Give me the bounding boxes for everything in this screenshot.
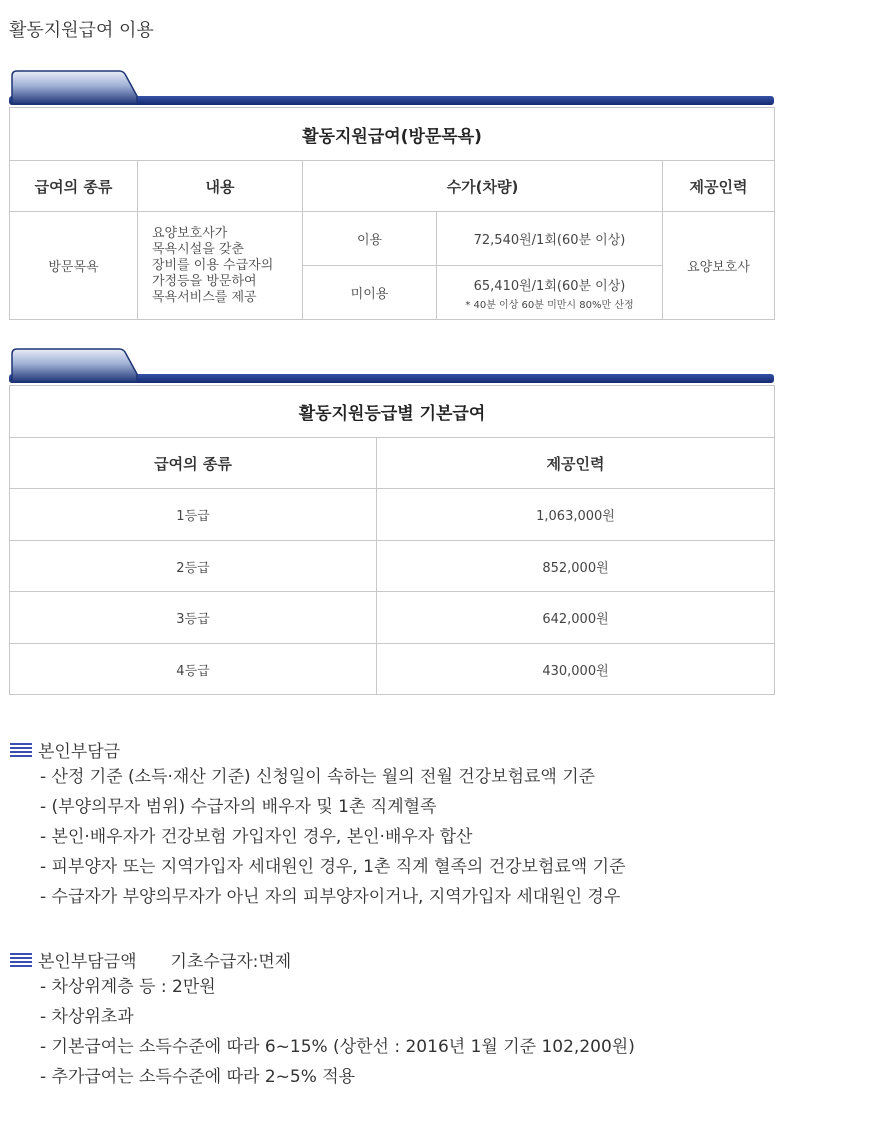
- content-line: 장비를 이용 수급자의: [152, 257, 274, 273]
- column-header: 수가(차량): [303, 161, 663, 212]
- content-line: 목욕시설을 갖춘: [152, 241, 245, 257]
- list-item: - 기본급여는 소득수준에 따라 6~15% (상한선 : 2016년 1월 기준 102,200원): [40, 1037, 635, 1057]
- list-item: - 피부양자 또는 지역가입자 세대원인 경우, 1촌 직계 혈족의 건강보험료액 기준: [40, 857, 626, 877]
- column-header: 제공인력: [377, 438, 775, 489]
- list-item: - (부양의무자 범위) 수급자의 배우자 및 1촌 직계혈족: [40, 797, 437, 817]
- provider-cell: 요양보호사: [663, 212, 775, 320]
- table-caption: 활동지원급여(방문목욕): [10, 108, 775, 161]
- table-row: [10, 644, 775, 695]
- column-header: 내용: [138, 161, 303, 212]
- table-row: [10, 592, 775, 644]
- page-title: 활동지원급여 이용: [9, 20, 154, 41]
- table-row: [10, 541, 775, 592]
- amount-cell: 852,000원: [377, 541, 775, 592]
- section-header-bar: [9, 348, 774, 384]
- amount-cell: 642,000원: [377, 592, 775, 644]
- list-bullet-icon: [10, 952, 32, 966]
- list-item: - 수급자가 부양의무자가 아닌 자의 피부양자이거나, 지역가입자 세대원인 경우: [40, 887, 621, 907]
- amount-cell: 430,000원: [377, 644, 775, 695]
- column-header: 급여의 종류: [10, 438, 377, 489]
- grade-cell: 3등급: [10, 592, 377, 644]
- benefit-type-cell: 방문목욕: [10, 212, 138, 320]
- service-fee-table: [9, 107, 775, 320]
- self-payment-section: [10, 736, 625, 912]
- table-caption: 활동지원등급별 기본급여: [10, 386, 775, 438]
- self-payment-amount-section: [10, 946, 635, 1092]
- price-note: * 40분 이상 60분 미만시 80%만 산정: [465, 299, 634, 311]
- section-subtitle: 기초수급자:면제: [170, 951, 292, 972]
- list-bullet-icon: [10, 742, 32, 756]
- list-item: - 차상위초과: [40, 1007, 134, 1027]
- content-line: 목욕서비스를 제공: [152, 289, 257, 305]
- content-line: 요양보호사가: [152, 225, 228, 241]
- section-heading: [10, 736, 625, 762]
- column-header: 급여의 종류: [10, 161, 138, 212]
- section-title: 본인부담금: [38, 741, 121, 762]
- table-row: [10, 489, 775, 541]
- grade-benefit-table: [9, 385, 775, 695]
- section-header-bar: [9, 70, 774, 106]
- amount-cell: 1,063,000원: [377, 489, 775, 541]
- vehicle-option-cell: 미이용: [303, 266, 437, 320]
- list-item: - 차상위계층 등 : 2만원: [40, 977, 216, 997]
- list-item: - 추가급여는 소득수준에 따라 2~5% 적용: [40, 1067, 356, 1087]
- section-heading: [10, 946, 635, 972]
- list-item: - 본인·배우자가 건강보험 가입자인 경우, 본인·배우자 합산: [40, 827, 473, 847]
- content-cell: [138, 212, 303, 320]
- grade-cell: 1등급: [10, 489, 377, 541]
- grade-cell: 2등급: [10, 541, 377, 592]
- price-text: 65,410원/1회(60분 이상): [473, 278, 626, 294]
- section-title: 본인부담금액: [38, 951, 137, 972]
- price-cell: 72,540원/1회(60분 이상): [437, 212, 663, 266]
- content-line: 가정등을 방문하여: [152, 273, 257, 289]
- price-cell: [437, 266, 663, 320]
- column-header: 제공인력: [663, 161, 775, 212]
- list-item: - 산정 기준 (소득·재산 기준) 신청일이 속하는 월의 전월 건강보험료액 기준: [40, 767, 596, 787]
- vehicle-option-cell: 이용: [303, 212, 437, 266]
- grade-cell: 4등급: [10, 644, 377, 695]
